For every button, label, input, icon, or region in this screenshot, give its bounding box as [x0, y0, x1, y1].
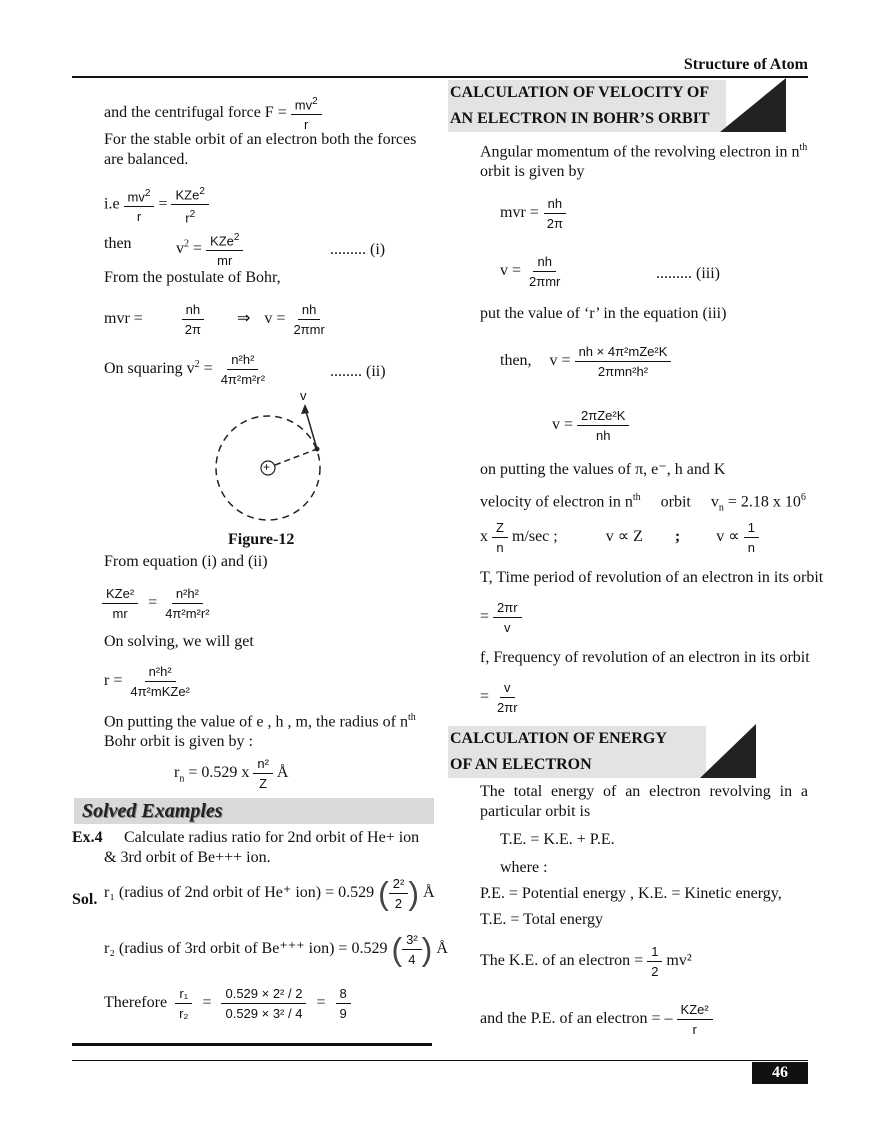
proportionality-line: x $\frac{Z}{n}$ m/sec ; v ∝ Z ; v ∝ $\frac{1}{n}$	[480, 520, 759, 555]
orbit-figure	[206, 386, 336, 536]
frequency-equation: = $\frac{v}{2\pi r}$	[480, 680, 518, 715]
solving-text: On solving, we will get	[104, 633, 254, 650]
squaring-equation: On squaring $v^2$ = $\frac{\text{n²h²}}{\text{4π²m²r²}}$	[104, 352, 266, 387]
from-equation-text: From equation (i) and (ii)	[104, 553, 268, 570]
putting-values-text: on putting the values of π, e⁻, h and K	[480, 461, 726, 478]
angular-momentum-text: Angular momentum of the revolving electron in $n^{th}$ orbit is given by	[480, 142, 808, 181]
where-text: where :	[500, 859, 548, 876]
centrifugal-fraction: $\frac{mv^2}{r}$	[291, 94, 322, 132]
example-question: Calculate radius ratio for 2nd orbit of He+ ion & 3rd orbit of Be+++ ion.	[104, 829, 420, 866]
pe-equation: and the P.E. of an electron = – $\frac{\text{KZe²}}{r}$	[480, 1002, 713, 1037]
total-energy-text: The total energy of an electron revolving in a particular orbit is	[480, 783, 808, 820]
mvr-equation: mvr = $\frac{nh}{2\pi}$ ⇒ v = $\frac{nh}{\text{2πmr}}$	[104, 302, 325, 337]
example-label: Ex.4	[72, 829, 103, 846]
stable-orbit-text: For the stable orbit of an electron both the forces are balanced.	[104, 131, 417, 168]
time-period-equation: = $\frac{2\pi r}{v}$	[480, 600, 522, 635]
centrifugal-line	[104, 94, 322, 132]
solution-label: Sol.	[72, 891, 98, 908]
te-equation: T.E. = K.E. + P.E.	[500, 831, 615, 848]
velocity-section-heading: CALCULATION OF VELOCITY OF AN ELECTRON IN BOHR’S ORBIT	[448, 80, 726, 132]
eq-i-label: ......... (i)	[330, 241, 386, 258]
combined-equation: $\frac{\text{KZe²}}{mr}$ = $\frac{\text{n²h²}}{\text{4π²m²r²}}$	[102, 586, 214, 621]
r1-equation: r₁ (radius of 2nd orbit of He⁺ ion) = 0.529 ( $\frac{\text{2²}}{2}$ ) Å	[104, 875, 435, 912]
ie-equation: i.e $\frac{mv^2}{r}$ = $\frac{KZe^2}{r^2}$	[104, 184, 209, 226]
postulate-text: From the postulate of Bohr,	[104, 269, 281, 286]
figure-caption: Figure-12	[228, 531, 295, 548]
page-number: 46	[752, 1062, 808, 1084]
r-equation: r = $\frac{\text{n²h²}}{\text{4π²mKZe²}}$	[104, 664, 190, 699]
then-label: then	[104, 235, 132, 252]
then-v-equation: then, v = $\frac{\text{nh × 4π²mZe²K}}{\text{2πmn²h²}}$	[500, 344, 671, 379]
running-header: Structure of Atom	[683, 56, 808, 73]
footer-rule	[72, 1060, 808, 1061]
ke-equation: The K.E. of an electron = $\frac{1}{2}$ mv²	[480, 944, 692, 979]
velocity-label: v	[300, 388, 307, 403]
rn-equation: $r_n = 0.529$ x $\frac{\text{n²}}{Z}$ Å	[174, 756, 289, 791]
eq-iii-label: ......... (iii)	[656, 265, 720, 282]
radius-line	[275, 449, 317, 465]
right-v-equation: v = $\frac{nh}{\text{2πmr}}$	[500, 254, 561, 289]
put-r-text: put the value of ‘r’ in the equation (iii)	[480, 305, 727, 322]
velocity-nth-orbit: velocity of electron in $n^{th}$ orbit $v_n = 2.18$ x $10^6$	[480, 492, 806, 514]
eq-ii-label: ........ (ii)	[330, 363, 386, 380]
then-equation: $v^2$ = $\frac{KZe^2}{mr}$	[176, 230, 243, 268]
solved-examples-heading: Solved Examples	[74, 798, 434, 824]
final-v-equation: v = $\frac{\text{2πZe²K}}{nh}$	[552, 408, 629, 443]
nucleus-plus: +	[263, 460, 271, 474]
left-bottom-rule	[72, 1043, 432, 1046]
heading-corner-triangle	[720, 78, 786, 132]
velocity-arrow	[305, 408, 317, 449]
putting-value-text: On putting the value of e , h , m, the radius of $n^{th}$ Bohr orbit is given by :	[104, 712, 416, 751]
pe-ke-definition: P.E. = Potential energy , K.E. = Kinetic energy,	[480, 885, 782, 902]
header-rule	[72, 76, 808, 78]
te-definition: T.E. = Total energy	[480, 911, 603, 928]
centrifugal-text: and the centrifugal force F =	[104, 103, 287, 121]
right-mvr-equation: mvr = $\frac{nh}{2\pi}$	[500, 196, 567, 231]
r2-equation: r₂ (radius of 3rd orbit of Be⁺⁺⁺ ion) = 0.529 ( $\frac{\text{3²}}{4}$ ) Å	[104, 931, 448, 968]
energy-corner-triangle	[700, 724, 756, 778]
energy-section-heading: CALCULATION OF ENERGY OF AN ELECTRON	[448, 726, 706, 778]
therefore-equation: Therefore $\frac{\text{r₁}}{\text{r₂}}$ = $\frac{\text{0.529 × 2² / 2}}{\text{0.529 × 3² / 4}}$ = $\frac{8}{9}$	[104, 986, 351, 1021]
frequency-text: f, Frequency of revolution of an electron in its orbit	[480, 649, 810, 666]
time-period-text: T, Time period of revolution of an electron in its orbit	[480, 569, 824, 586]
